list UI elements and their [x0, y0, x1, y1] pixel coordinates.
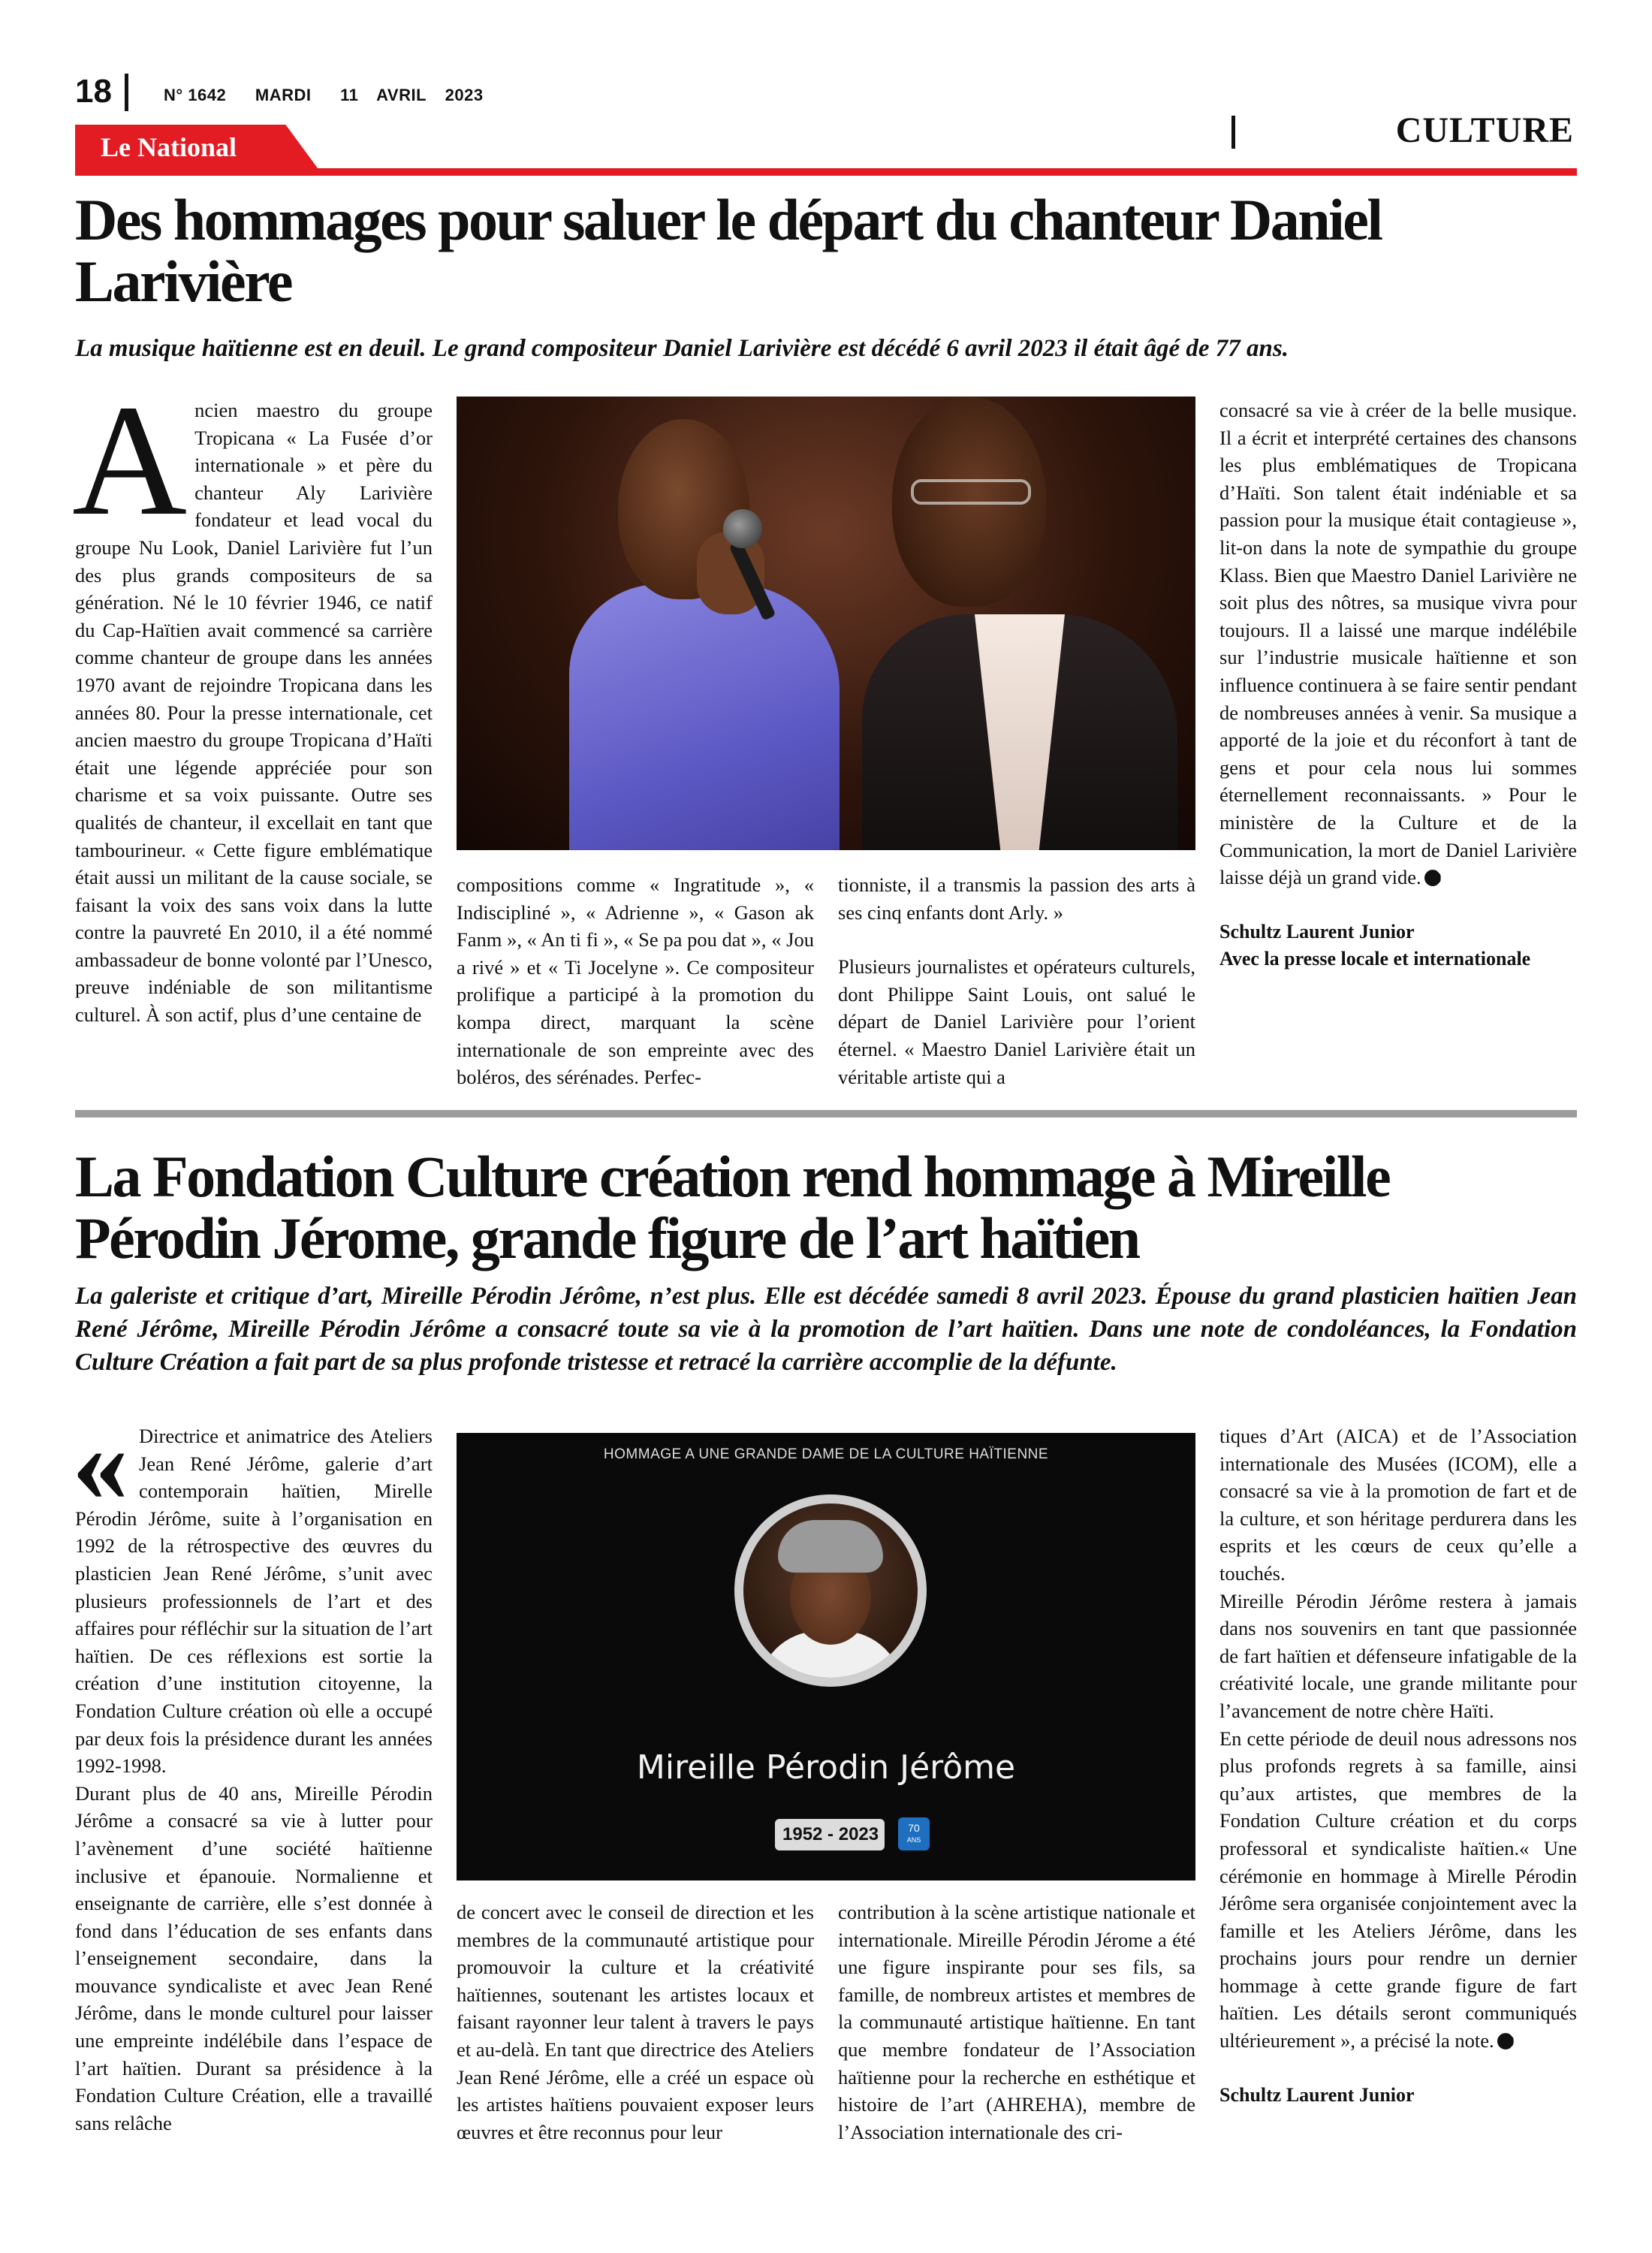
poster-name: Mireille Pérodin Jérôme [636, 1748, 1016, 1787]
issue-weekday: MARDI [255, 86, 312, 104]
article1-col3-paragraph-1: tionniste, il a transmis la passion des arts à ses cinq enfants dont Arly. » [838, 873, 1195, 924]
article1-column-4 [1219, 397, 1577, 973]
drop-cap: A [72, 372, 188, 548]
newspaper-name: Le National [101, 132, 237, 162]
article2-col1-paragraph-1 [72, 1401, 433, 1780]
badge-number: 70 [908, 1822, 920, 1834]
end-mark-icon [1497, 2033, 1514, 2049]
photo-singer-jacket [569, 584, 840, 850]
anniversary-badge [898, 1817, 930, 1850]
article1-column-2 [457, 871, 814, 1091]
article2-column-1 [72, 1401, 433, 2137]
article1-standfirst: La musique haïtienne est en deuil. Le grand compositeur Daniel Larivière est décédé 6 avril 2023 il était âgé de 77 ans. [75, 335, 1289, 362]
article1-col4-text: consacré sa vie à créer de la belle musique. Il a écrit et interprété certaines des chansons les plus emblématiques de Tropicana d’Haïti. Son talent était indéniable et sa passion pour la musique était contagieuse », lit-on dans la note de sympathie du groupe Klass. Bien que Maestro Daniel Larivière ne soit plus des nôtres, sa musique vivra pour toujours. Il a laissé une marque indélébile sur l’industrie musicale haïtienne et son influence continuera à se faire sentir pendant de nombreuses années à venir. Sa musique a apporté de la joie et du réconfort à tant de gens et pour cela nous lui sommes éternellement reconnaissants. » Pour le ministère de la Culture et de la Communication, la mort de Daniel Larivière laisse déjà un grand vide. [1219, 399, 1577, 889]
opening-quote-mark: « [72, 1401, 128, 1525]
article2-col4-paragraph-2: Mireille Pérodin Jérôme restera à jamais dans nos souvenirs en tant que passionnée de fart haïtien et défenseure infatigable de la créativité locale, une grande militante pour l’avancement de notre chère Haïti. [1219, 1589, 1577, 1722]
article1-author: Schultz Laurent Junior [1219, 920, 1415, 943]
article2-headline: La Fondation Culture création rend hommage à Mireille Pérodin Jérome, grande figure de l’art haïtien [75, 1144, 1390, 1271]
issue-year: 2023 [445, 86, 484, 104]
article1-col4-paragraph [1219, 397, 1577, 891]
article2-column-2 [457, 1899, 814, 2146]
glasses-icon [911, 479, 1031, 505]
poster-dates: 1952 - 2023 [775, 1819, 885, 1850]
article2-standfirst: La galeriste et critique d’art, Mireille Pérodin Jérôme, n’est plus. Elle est décédée samedi 8 avril 2023. Épouse du grand plasticien haïtien Jean René Jérôme, Mireille Pérodin Jérôme a consacré toute sa vie à la promotion de l’art haïtien. Dans une note de condoléances, la Fondation Culture Création a fait part de sa plus profonde tristesse et retracé la carrière accomplie de la défunte. [75, 1283, 1577, 1376]
article2-col4-text-3: En cette période de deuil nous adressons nos plus profonds regrets à sa famille, ainsi qu’aux artistes, que membres de la Fondation Culture création et du corps professoral et syndicaliste haïtien.« Une cérémonie en hommage à Mirelle Pérodin Jérôme sera organisée conjointement avec la famille et les Ateliers Jérôme, dans les prochains jours pour rendre un dernier hommage à cette grande figure de fart haïtien. Les détails seront communiqués ultérieurement », a précisé la note. [1219, 1727, 1577, 2052]
poster-title: HOMMAGE A UNE GRANDE DAME DE LA CULTURE HAÏTIENNE [603, 1446, 1049, 1462]
end-mark-icon [1424, 870, 1441, 886]
article2-col1-paragraph-2: Durant plus de 40 ans, Mireille Pérodin Jérôme a consacré sa vie à lutter pour l’avènement d’une société haïtienne inclusive et épanouie. Normalienne et enseignante de carrière, elle s’est donnée à fond dans l’éducation de ses enfants dans l’enseignement secondaire, dans la mouvance syndicaliste et avec Jean René Jérôme, dans le monde culturel pour laisser une empreinte indélébile dans l’espace de l’art haïtien. Durant sa présidence à la Fondation Culture Création, elle a travaillé sans relâche [75, 1781, 433, 2134]
article1-col3-paragraph-2: Plusieurs journalistes et opérateurs culturels, dont Philippe Saint Louis, ont salué le départ de Daniel Larivière pour l’orient éternel. « Maestro Daniel Larivière était un véritable artiste qui a [838, 955, 1195, 1088]
tribute-poster [457, 1433, 1195, 1881]
header-rule [75, 168, 1577, 176]
article2-column-3 [838, 1899, 1195, 2146]
article1-headline: Des hommages pour saluer le départ du chanteur Daniel Larivière [75, 187, 1382, 314]
article2-col3-text: contribution à la scène artistique nationale et internationale. Mireille Pérodin Jérome a été une figure inspirante pour ses fils, sa famille, de nombreux artistes et membres de la communauté artistique haïtienne. En tant que membre fondateur de l’Association haïtienne pour la recherche en esthétique et histoire de l’art (AHREHA), membre de l’Association internationale des cri- [838, 1901, 1195, 2143]
article2-col2-text: de concert avec le conseil de direction et les membres de la communauté artistique pour promouvoir la culture et la créativité haïtiennes, soutenant les artistes locaux et faisant rayonner leur talent à travers le pays et au-delà. En tant que directrice des Ateliers Jean René Jérôme, elle a créé un espace où les artistes haïtiens pouvaient exposer leurs œuvres et être reconnus pour leur [457, 1901, 814, 2143]
section-name: CULTURE [1395, 110, 1574, 150]
poster-portrait-frame [734, 1494, 927, 1687]
article1-column-1 [72, 372, 433, 1029]
issue-number: N° 1642 [164, 86, 227, 104]
issue-month: AVRIL [376, 86, 427, 104]
badge-unit: ANS [906, 1836, 921, 1844]
article2-column-4 [1219, 1422, 1577, 2109]
article2-col1-text-1: Directrice et animatrice des Ateliers Jean René Jérôme, galerie d’art contemporain haïtien, Mirelle Pérodin Jérôme, suite à l’organisation en 1992 de la rétrospective des œuvres du plasticien Jean René Jérôme, s’unit avec plusieurs professionnels de l’art et des affaires pour réfléchir sur la situation de l’art haïtien. De ces réflexions est sortie la création d’une institution citoyenne, la Fondation Culture création où elle a occupé par deux fois la présidence durant les années 1992-1998. [75, 1425, 433, 1778]
issue-day: 11 [340, 86, 359, 104]
article1-author-note: Avec la presse locale et internationale [1219, 948, 1531, 970]
article1-col2-text: compositions comme « Ingratitude », « Indiscipliné », « Adrienne », « Gason ak Fanm », « An ti fi », « Se pa pou dat », « Jou a rivé » et « Ti Jocelyne ». Ce compositeur prolifique a participé à la promotion du kompa direct, marquant la scène internationale de son empreinte avec des boléros, des sérénades. Perfec- [457, 873, 814, 1089]
article1-col1-text: ncien maestro du groupe Tropicana « La Fusée d’or internationale » et père du chanteur Aly Larivière fondateur et lead vocal du groupe Nu Look, Daniel Larivière fut l’un des plus grands compositeurs de sa génération. Né le 10 février 1946, ce natif du Cap-Haïtien avait commencé sa carrière comme chanteur de groupe dans les années 1970 avant de rejoindre Tropicana dans les années 80. Pour la presse internationale, cet ancien maestro du groupe Tropicana d’Haïti était une légende appréciée pour son charisme et sa voix puissante. Outre ses qualités de chanteur, il excellait en tant que tambourineur. « Cette figure emblématique était aussi un militant de la cause sociale, se faisant la voix des sans voix dans la lutte contre la pauvreté En 2010, il a été nommé ambassadeur de bonne volonté par l’Unesco, preuve indéniable de son militantisme culturel. À son actif, plus d’une centaine de [75, 399, 433, 1027]
portrait-hair [778, 1520, 883, 1573]
page-number: 18 [75, 73, 112, 110]
article2-col4-paragraph-3 [1219, 1725, 1577, 2055]
article1-column-3 [838, 871, 1195, 1090]
microphone-icon [723, 509, 762, 548]
article1-photo [457, 397, 1195, 850]
poster-portrait [743, 1504, 918, 1678]
article2-col4-paragraph-1: tiques d’Art (AICA) et de l’Association internationale des Musées (ICOM), elle a consacré sa vie à la promotion de fart et de la culture, et son héritage perdurera dans les esprits et les cœurs de ceux qu’elle a touchés. [1219, 1425, 1577, 1585]
page-number-divider [125, 74, 128, 111]
section-divider [1231, 116, 1235, 149]
article-separator [75, 1110, 1577, 1117]
issue-line [164, 86, 508, 105]
article2-author: Schultz Laurent Junior [1219, 2083, 1415, 2106]
